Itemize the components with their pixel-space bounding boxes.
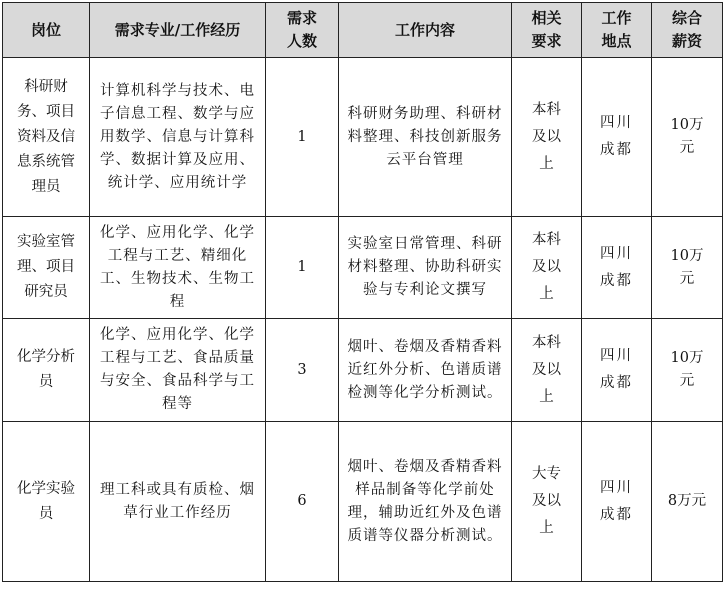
table-row: [3, 217, 723, 319]
cell-salary: 10万元: [652, 319, 723, 422]
cell-location: 四川成都: [582, 217, 652, 319]
header-position: 岗位: [3, 3, 90, 58]
header-requirement: 相关要求: [512, 3, 582, 58]
cell-content: 烟叶、卷烟及香精香料近红外分析、色谱质谱检测等化学分析测试。: [339, 319, 512, 422]
header-salary: 综合薪资: [652, 3, 723, 58]
cell-salary: 10万元: [652, 217, 723, 319]
cell-major: 化学、应用化学、化学工程与工艺、食品质量与安全、食品科学与工程等: [90, 319, 266, 422]
cell-requirement: 本科及以上: [512, 319, 582, 422]
cell-count: 1: [266, 217, 339, 319]
cell-count: 1: [266, 58, 339, 217]
job-table: [2, 2, 723, 582]
cell-count: 3: [266, 319, 339, 422]
header-location: 工作地点: [582, 3, 652, 58]
cell-requirement: 本科及以上: [512, 217, 582, 319]
cell-position: 化学分析员: [3, 319, 90, 422]
cell-requirement: 大专及以上: [512, 422, 582, 582]
cell-major: 理工科或具有质检、烟草行业工作经历: [90, 422, 266, 582]
cell-position: 化学实验员: [3, 422, 90, 582]
table-row: [3, 319, 723, 422]
header-content: 工作内容: [339, 3, 512, 58]
table-row: [3, 422, 723, 582]
cell-salary: 10万元: [652, 58, 723, 217]
cell-position: 科研财务、项目资料及信息系统管理员: [3, 58, 90, 217]
cell-content: 实验室日常管理、科研材料整理、协助科研实验与专利论文撰写: [339, 217, 512, 319]
header-count: 需求人数: [266, 3, 339, 58]
header-major: 需求专业/工作经历: [90, 3, 266, 58]
cell-requirement: 本科及以上: [512, 58, 582, 217]
table-row: [3, 58, 723, 217]
cell-salary: 8万元: [652, 422, 723, 582]
header-row: [3, 3, 723, 58]
cell-major: 计算机科学与技术、电子信息工程、数学与应用数学、信息与计算科学、数据计算及应用、统计学、应用统计学: [90, 58, 266, 217]
cell-content: 科研财务助理、科研材料整理、科技创新服务云平台管理: [339, 58, 512, 217]
cell-location: 四川成都: [582, 422, 652, 582]
cell-location: 四川成都: [582, 319, 652, 422]
cell-major: 化学、应用化学、化学工程与工艺、精细化工、生物技术、生物工程: [90, 217, 266, 319]
cell-location: 四川成都: [582, 58, 652, 217]
cell-position: 实验室管理、项目研究员: [3, 217, 90, 319]
cell-content: 烟叶、卷烟及香精香料样品制备等化学前处理，辅助近红外及色谱质谱等仪器分析测试。: [339, 422, 512, 582]
cell-count: 6: [266, 422, 339, 582]
